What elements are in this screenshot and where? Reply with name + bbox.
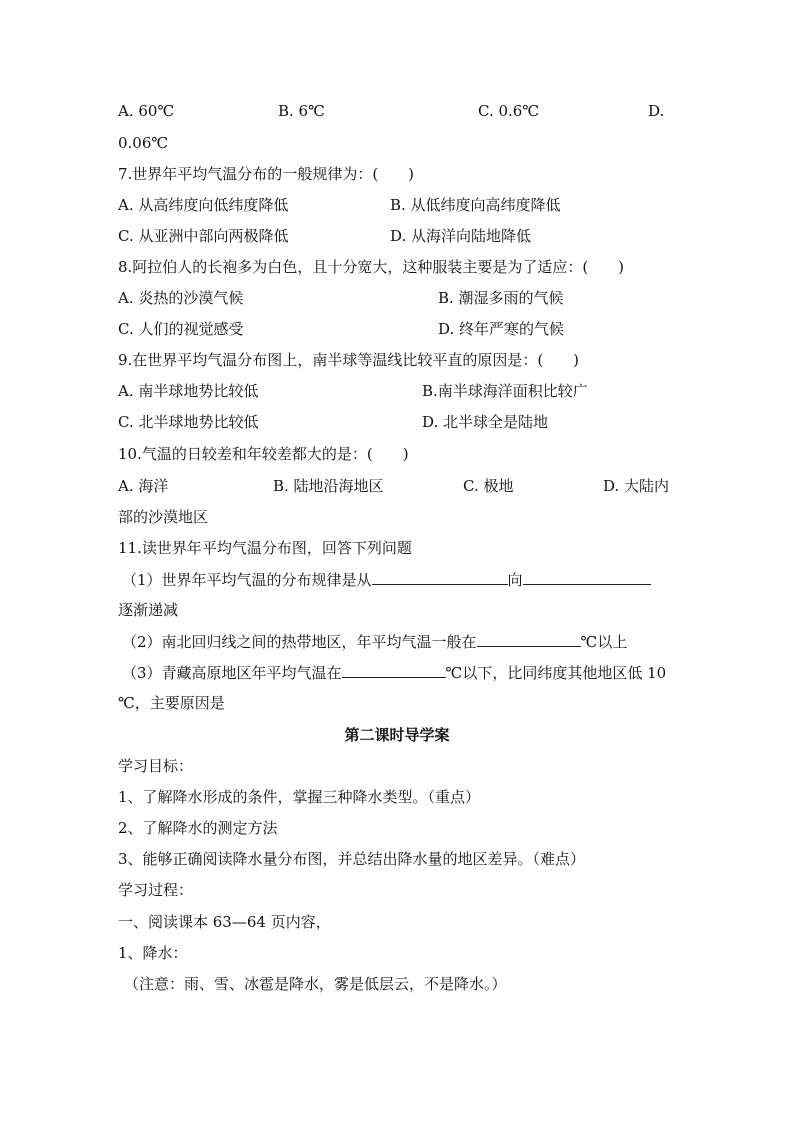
q8-option-b: B. 潮湿多雨的气候 <box>438 289 564 307</box>
q11-part3-end: ℃，主要原因是 <box>118 694 225 712</box>
q11-part1-mid: 向 <box>507 571 523 589</box>
q11-part3 <box>122 661 666 683</box>
q6-option-c: C. 0.6℃ <box>478 102 540 120</box>
goal-1: 1、了解降水形成的条件，掌握三种降水类型。（重点） <box>118 788 481 806</box>
q7-option-b: B. 从低纬度向高纬度降低 <box>390 196 561 214</box>
q6-option-a: A. 60℃ <box>118 102 175 120</box>
q9-option-d: D. 北半球全是陆地 <box>422 413 549 431</box>
q8-option-a: A. 炎热的沙漠气候 <box>118 289 244 307</box>
q11-part2-blank[interactable] <box>477 630 581 647</box>
q7-option-c: C. 从亚洲中部向两极降低 <box>118 227 289 245</box>
q9-option-c: C. 北半球地势比较低 <box>118 413 259 431</box>
q11-part1-blank2[interactable] <box>523 568 651 585</box>
q11-part2-suffix: ℃以上 <box>580 633 628 651</box>
q11-part2-prefix: （2）南北回归线之间的热带地区，年平均气温一般在 <box>122 633 477 651</box>
q6-option-d-label: D. <box>648 102 665 120</box>
q11-part3-prefix: （3）青藏高原地区年平均气温在 <box>122 664 342 682</box>
q11-part3-blank[interactable] <box>342 661 446 678</box>
q11-part1-end: 逐渐递减 <box>118 601 179 619</box>
step-1: 一、阅读课本 63—64 页内容， <box>118 913 331 931</box>
q11-part1-prefix: （1）世界年平均气温的分布规律是从 <box>122 571 372 589</box>
q9-stem: 9.在世界平均气温分布图上，南半球等温线比较平直的原因是：( ) <box>118 351 580 369</box>
q6-option-d-value: 0.06℃ <box>118 134 169 152</box>
q11-part3-suffix: ℃以下，比同纬度其他地区低 10 <box>445 664 667 682</box>
q10-option-d: D. 大陆内 <box>603 477 670 495</box>
q10-option-c: C. 极地 <box>463 477 514 495</box>
goals-heading: 学习目标： <box>118 757 194 775</box>
item-1: 1、降水： <box>118 944 188 962</box>
q7-stem: 7.世界年平均气温分布的一般规律为：( ) <box>118 165 415 183</box>
q9-option-b: B.南半球海洋面积比较广 <box>422 382 588 400</box>
q10-option-b: B. 陆地沿海地区 <box>273 477 384 495</box>
q10-option-d-continued: 部的沙漠地区 <box>118 508 209 526</box>
section-title: 第二课时导学案 <box>344 726 450 744</box>
q11-part1 <box>122 568 651 590</box>
q6-option-b: B. 6℃ <box>278 102 325 120</box>
q10-option-a: A. 海洋 <box>118 477 169 495</box>
goal-2: 2、了解降水的测定方法 <box>118 819 278 837</box>
q11-part1-blank1[interactable] <box>372 568 508 585</box>
q7-option-d: D. 从海洋向陆地降低 <box>390 227 532 245</box>
q7-option-a: A. 从高纬度向低纬度降低 <box>118 196 289 214</box>
goal-3: 3、能够正确阅读降水量分布图，并总结出降水量的地区差异。（难点） <box>118 850 586 868</box>
q11-part2 <box>122 630 627 652</box>
q8-option-c: C. 人们的视觉感受 <box>118 320 244 338</box>
note: （注意：雨、雪、冰雹是降水，雾是低层云，不是降水。） <box>124 975 507 993</box>
q10-stem: 10.气温的日较差和年较差都大的是：( ) <box>118 445 409 463</box>
q8-option-d: D. 终年严寒的气候 <box>438 320 565 338</box>
q8-stem: 8.阿拉伯人的长袍多为白色，且十分宽大，这种服装主要是为了适应：( ) <box>118 258 625 276</box>
process-heading: 学习过程： <box>118 881 194 899</box>
q9-option-a: A. 南半球地势比较低 <box>118 382 259 400</box>
q11-stem: 11.读世界年平均气温分布图，回答下列问题 <box>118 539 412 557</box>
